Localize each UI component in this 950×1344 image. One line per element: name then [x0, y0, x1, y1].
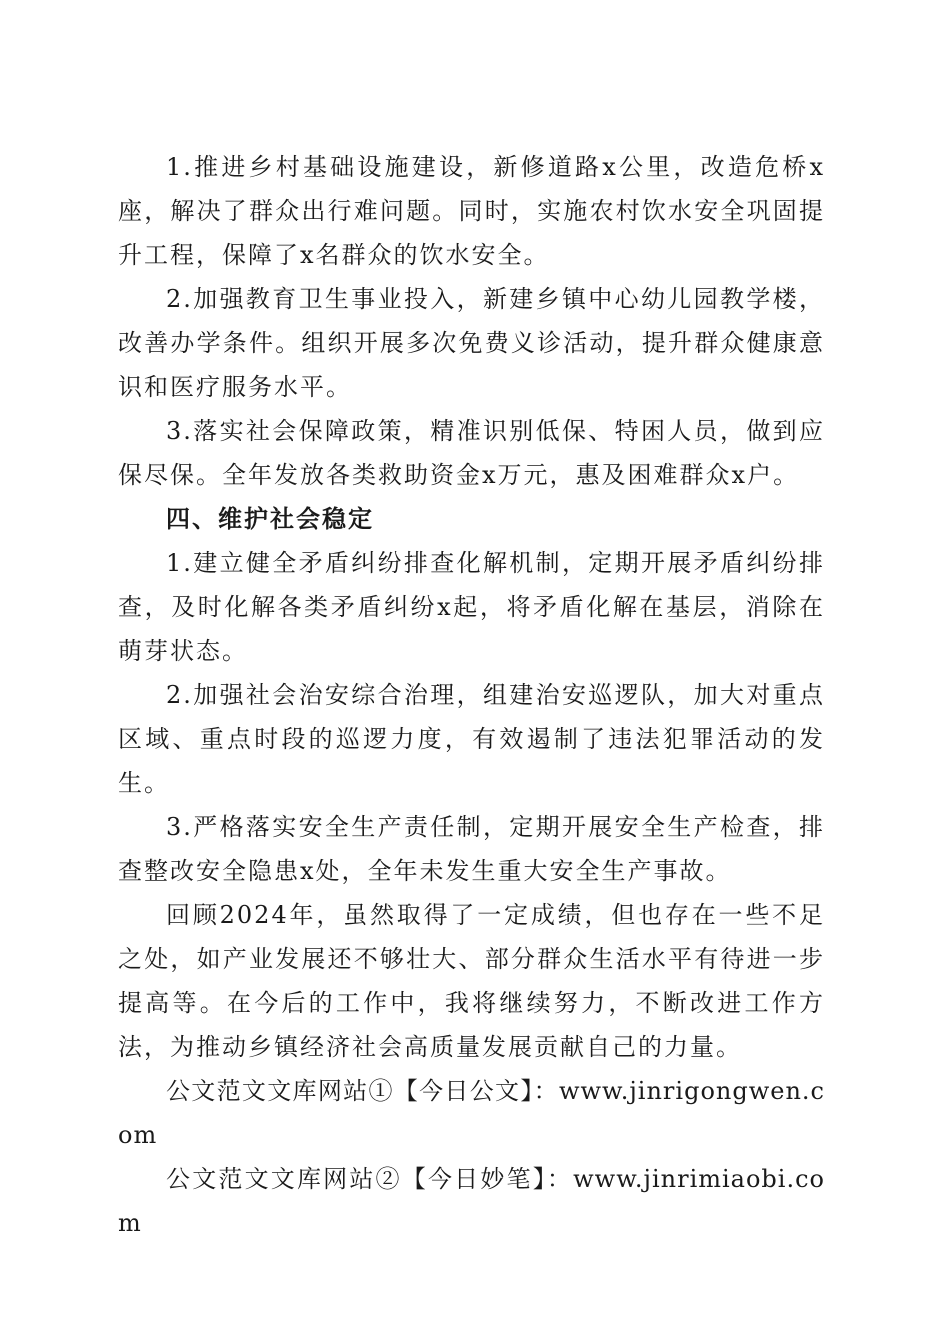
paragraph-infrastructure: 1.推进乡村基础设施建设，新修道路x公里，改造危桥x座，解决了群众出行难问题。同时，实施农村饮水安全巩固提升工程，保障了x名群众的饮水安全。 — [118, 153, 825, 269]
paragraph-review-2024: 回顾2024年，虽然取得了一定成绩，但也存在一些不足之处，如产业发展还不够壮大、部分群众生活水平有待进一步提高等。在今后的工作中，我将继续努力，不断改进工作方法，为推动乡镇经济社会高质量发展贡献自己的力量。 — [118, 901, 825, 1061]
website-line-jinrigongwen: 公文范文文库网站①【今日公文】：www.jinrigongwen.com — [118, 1077, 825, 1149]
paragraph-public-security: 2.加强社会治安综合治理，组建治安巡逻队，加大对重点区域、重点时段的巡逻力度，有效遏制了违法犯罪活动的发生。 — [118, 681, 825, 797]
paragraph-dispute-resolution: 1.建立健全矛盾纠纷排查化解机制，定期开展矛盾纠纷排查，及时化解各类矛盾纠纷x起，将矛盾化解在基层，消除在萌芽状态。 — [118, 549, 825, 665]
section-heading-social-stability: 四、维护社会稳定 — [166, 504, 374, 533]
document-body — [118, 145, 825, 1245]
website-line-jinrimiaobi: 公文范文文库网站②【今日妙笔】：www.jinrimiaobi.com — [118, 1165, 825, 1237]
paragraph-education-health: 2.加强教育卫生事业投入，新建乡镇中心幼儿园教学楼，改善办学条件。组织开展多次免费义诊活动，提升群众健康意识和医疗服务水平。 — [118, 285, 825, 401]
paragraph-social-security: 3.落实社会保障政策，精准识别低保、特困人员，做到应保尽保。全年发放各类救助资金x万元，惠及困难群众x户。 — [118, 417, 825, 489]
paragraph-production-safety: 3.严格落实安全生产责任制，定期开展安全生产检查，排查整改安全隐患x处，全年未发生重大安全生产事故。 — [118, 813, 825, 885]
